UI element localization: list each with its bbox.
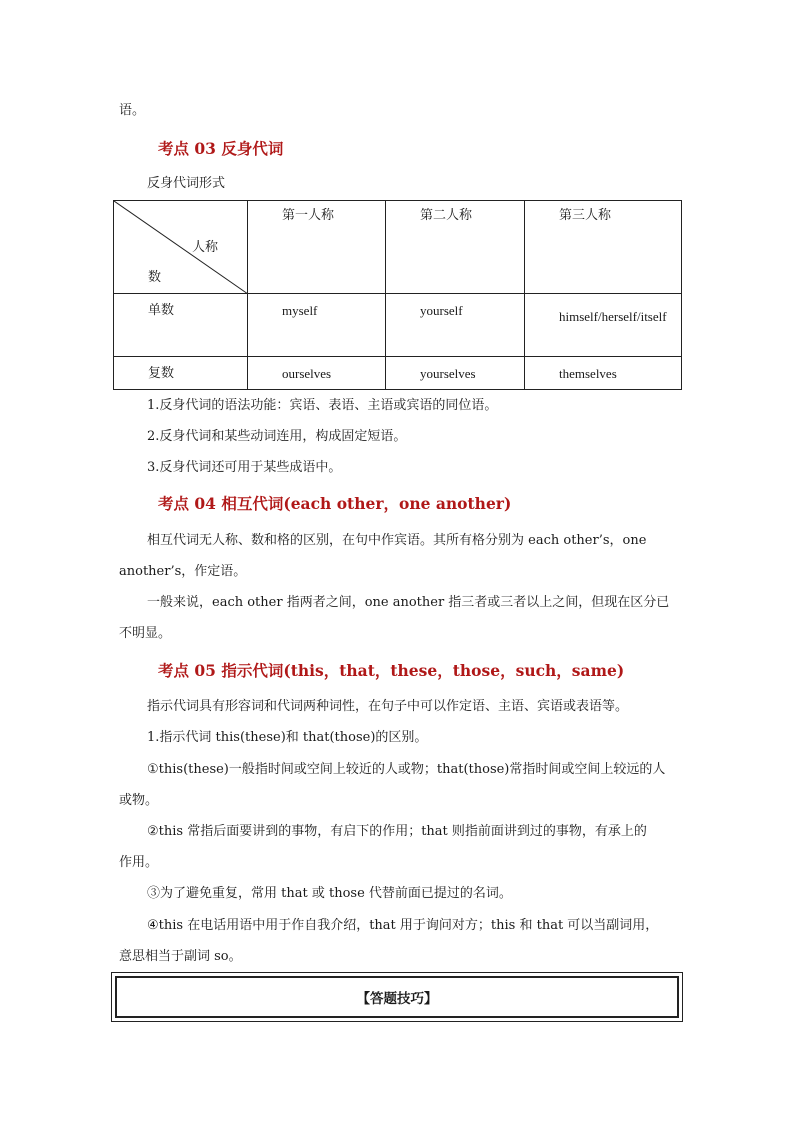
continued-text-fragment: 语。 <box>119 103 146 118</box>
item1-line2: 或物。 <box>119 793 159 808</box>
header-first-person: 第一人称 <box>248 201 386 294</box>
item4-line2: 意思相当于副词 so。 <box>119 949 242 964</box>
item3: ③为了避免重复，常用 that 或 those 代替前面已提过的名词。 <box>147 886 512 901</box>
section4-para2-line1: 一般来说，each other 指两者之间，one another 指三者或三者以上之间，但现在区分已 <box>147 595 670 610</box>
table-row-singular <box>114 294 682 357</box>
tips-box <box>111 972 683 1022</box>
table-corner-cell <box>114 201 248 294</box>
cell-singular-second: yourself <box>386 294 525 357</box>
table-caption: 反身代词形式 <box>147 176 226 191</box>
table-header-row <box>114 201 682 294</box>
diagonal-line <box>114 201 247 293</box>
tips-box-title: 【答题技巧】 <box>115 976 679 1018</box>
cell-plural-second: yourselves <box>386 357 525 390</box>
cell-plural-third: themselves <box>525 357 682 390</box>
section-heading-05: 考点 05 指示代词(this，that，these，those，such，same) <box>158 661 625 680</box>
section4-para2-line2: 不明显。 <box>119 626 172 641</box>
cell-singular-first: myself <box>248 294 386 357</box>
row-label-singular: 单数 <box>114 294 248 357</box>
section-heading-03: 考点 03 反身代词 <box>158 139 284 158</box>
point-1: 1.反身代词的语法功能：宾语、表语、主语或宾语的同位语。 <box>147 398 498 413</box>
item1-line1: ①this(these)一般指时间或空间上较近的人或物；that(those)常指时间或空间上较远的人 <box>147 762 666 777</box>
corner-number-label: 数 <box>148 270 162 285</box>
header-second-person: 第二人称 <box>386 201 525 294</box>
section5-intro: 指示代词具有形容词和代词两种词性，在句子中可以作定语、主语、宾语或表语等。 <box>147 699 629 714</box>
section4-para1-line2: another’s，作定语。 <box>119 564 247 579</box>
point-2: 2.反身代词和某些动词连用，构成固定短语。 <box>147 429 407 444</box>
cell-plural-first: ourselves <box>248 357 386 390</box>
point-3: 3.反身代词还可用于某些成语中。 <box>147 460 342 475</box>
item2-line2: 作用。 <box>119 855 159 870</box>
section4-para1-line1: 相互代词无人称、数和格的区别，在句中作宾语。其所有格分别为 each other’s，one <box>147 533 647 548</box>
reflexive-pronoun-table <box>113 200 682 390</box>
section-heading-04: 考点 04 相互代词(each other，one another) <box>158 494 512 513</box>
item4-line1: ④this 在电话用语中用于作自我介绍，that 用于询问对方；this 和 that 可以当副词用， <box>147 918 659 933</box>
table-row-plural <box>114 357 682 390</box>
header-third-person: 第三人称 <box>525 201 682 294</box>
section5-sub1: 1.指示代词 this(these)和 that(those)的区别。 <box>147 730 428 745</box>
corner-person-label: 人称 <box>192 240 219 255</box>
row-label-plural: 复数 <box>114 357 248 390</box>
item2-line1: ②this 常指后面要讲到的事物，有启下的作用；that 则指前面讲到过的事物，有承上的 <box>147 824 647 839</box>
cell-singular-third: himself/herself/itself <box>525 294 682 357</box>
